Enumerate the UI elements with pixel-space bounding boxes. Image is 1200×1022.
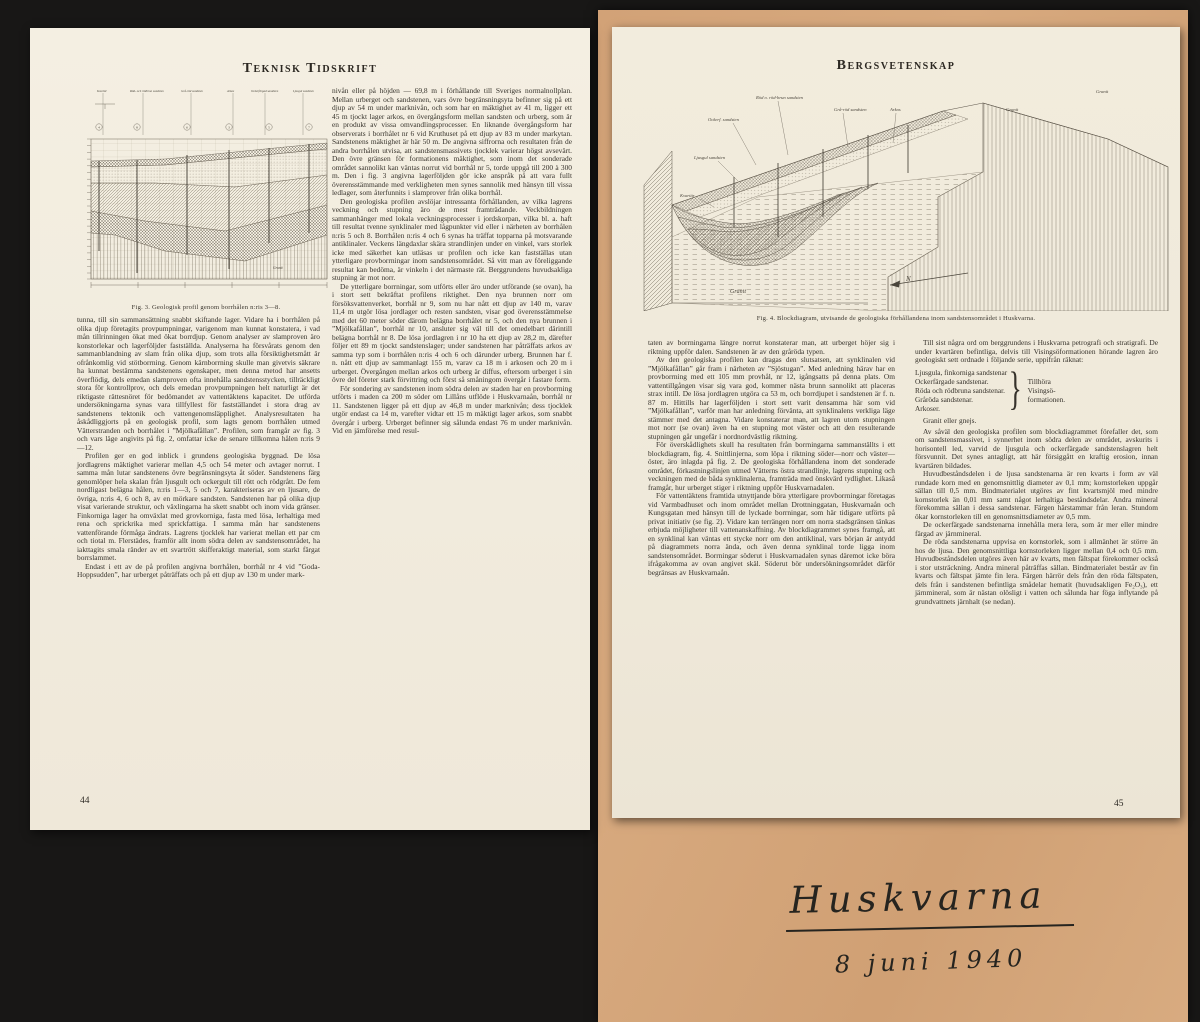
fig3-borehole-4: 4	[98, 125, 100, 130]
paragraph: Till sist några ord om berggrundens i Huskvarna petrografi och stratigrafi. De under kvartären befintliga, delvis till Visingsöformationen hörande lagren äro geologiskt sett ordnade i följande serie, uppifrån räknat:	[915, 338, 1158, 364]
figure-3-drawing	[75, 83, 337, 303]
fig3-borehole-7: 7	[308, 125, 310, 130]
fig3-label-arkos: Arkos	[227, 89, 235, 93]
paragraph: Huvudbeståndsdelen i de ljusa sandstenarna är ren kvarts i form av väl rundade korn med en genomsnittlig diameter av 0,1 mm; kornstorleken uppgår sällan till 0,5 mm. Bindmaterialet utgöres av fint kvartsmjöl med mindre kornstorlek än 0,01 mm samt något lerhaltiga beståndsdelar. Andra mineral förekomma sällan i dessa sandstenar. Färgen härstammar från leran. Stundom ökar kornstorleken till en genomsnittsdiameter av 0,5 mm.	[915, 469, 1158, 521]
fig3-layers	[91, 143, 327, 279]
series-note-line: Visingsö-	[1027, 385, 1056, 395]
fig4-left-granite-wall	[644, 151, 672, 311]
left-page	[30, 28, 590, 830]
paragraph: Profilen ger en god inblick i grundens geologiska byggnad. De lösa jordlagrens mäktighet varierar mellan 4,5 och 54 meter och avtager norrut. I samma mån lutar sandstenens övre begränsningsyta åt söder. Sandstenens färg genomlöper hela skalan från ljusgult och ockergult till rött och rödgrått. De fem nordligast belägna hålen, n:ris 1—3, 5 och 7, karakteriseras av en ljusare, de övriga, n:ris 4, 6 och 8, av en mörkare sandsten. Sandstenen har på olika djup visat varierande struktur, och växlingarna ha skett snabbt och inom vida gränser. Finkorniga lager ha omväxlat med grovkorniga, fasta med lösa, lerhaltiga med rena och sprickrika med sprickfattiga. I samma mån har sandstenens vattenförande förmåga ändrats. Lagrens tjocklek har varierat mellan ett par cm och tiotal m. Flerstädes, framför allt inom södra delen av sandstensområdet, ha iakttagits smala ränder av ett svartrött skifferaktigt material, som starkt färgat borrslammet.	[77, 451, 320, 562]
fig3-borehole-6: 6	[186, 125, 188, 130]
paragraph: nivån eller på höjden — 69,8 m i förhållande till Sveriges normalnollplan. Mellan urberget och sandstenen, vars övre begränsningsyta befinner sig på ett djup av 54 m under marknivån, och som har en mäktighet av 41 m, ligger ett 45 m tjockt lager arkos, en övergångsform mellan sandsten och urberg, som är en produkt av vissa omvandlingsprocesser. En liknande övergångsform har observerats i borrhålet nr 6 vid Kruthuset på ett djup av 83 m under markytan. Sandstenens mäktighet är här 50 m. De angivna siffrorna och resultaten från de andra borrhålen utvisa, att sandstensmassivets tjocklek varierar högst avsevärt. Den övre gränsen för formationens mäktighet, som inom det sonderade området sannolikt kan väntas norrut vid borrhål nr 5, torde uppgå till 200 à 300 m. Den i fig. 3 angivna lagerföljden gör icke anspråk på att vara fullt överensstämmande med verkligheten men synes sannolik med hänsyn till vissa ledlager, som återfunnits i slamprover från olika borrhål.	[332, 86, 572, 197]
stratigraphic-series	[915, 363, 1158, 415]
series-note-line: Tillhöra	[1027, 376, 1051, 386]
fig4-label-granit-bottom: Granit	[730, 289, 747, 295]
paragraph: De röda sandstenarna uppvisa en kornstorlek, som i allmänhet är större än hos de ljusa. Den genomsnittliga kornstorleken ligger mellan 0,4 och 0,5 mm. Huvudbeståndsdelen utgöres även här av kvarts, men fältspat förekommer också i stor utsträckning. Andra mineral påträffas sällan. Bindmaterialet består av fin kvarts och fältspat jämte fin lera. Färgen härrör dels från den röda fältspaten, dels från i sandstenen befintliga smådelar hematit (huvudsakligen Fe₂O₃), ett järnmineral, som är nästan olösligt i vatten och sålunda har föga inflytande på grundvattnets järnhalt (se nedan).	[915, 537, 1158, 606]
series-below-item: Granit eller gnejs.	[923, 415, 977, 425]
handwritten-date: 8 juni 1940	[834, 943, 1028, 979]
paragraph: Endast i ett av de på profilen angivna borrhålen, borrhål nr 4 vid ”Goda-Hoppsudden”, har urberget påträffats och på ett djup av 130 m under mark-	[77, 561, 320, 579]
figure-4-caption: Fig. 4. Blockdiagram, utvisande de geologiska förhållandena inom sandstensområdet i Huskvarna.	[756, 315, 1036, 322]
right-page-column-1	[648, 339, 895, 577]
paragraph: Av såväl den geologiska profilen som blockdiagrammet förefaller det, som om sandstensmassivet, i synnerhet inom södra delen av området, avskurits i horisontell led, varvid de ljusgula och ockerfärgade sandstenslagren helt försvunnit. Det synes antagligt, att här försiggått en kraftig erosion, innan kvartären bildades.	[915, 426, 1158, 470]
paragraph: Den geologiska profilen avslöjar intressanta förhållanden, av vilka lagrens veckning och stupning äro de mest framträdande. Veckbildningen sammanhänger med lokala veckningsprocesser i jordskorpan, vilka bl. a. haft till resultat tvenne synklinaler med lågpunkter vid eller i närheten av borrhålen n:ris 5 och 8. Borrhålen n:ris 4 och 6 synas ha träffat topparna på motsvarande antiklinaler. Veckens längdaxlar skära strandlinjen under en vinkel, vars storlek icke med säkerhet kan utläsas ur profilen och icke kan fastställas utan ytterligare provborrningar inom sandstensområdet. Så vitt man av föreliggande resultat kan bedöma, är vinkeln i det närmaste rät. Berggrundens huvudsakliga stupning är mot norr.	[332, 196, 572, 282]
series-item: Röda och rödbruna sandstenar.	[915, 385, 1005, 395]
fig3-label-rod-rodbrun: Röd- och rödbrun sandsten	[130, 89, 164, 93]
figure-3-labels	[95, 88, 314, 135]
figure-4-block-diagram	[638, 77, 1176, 311]
fig4-label-granit-top: Granit	[1096, 89, 1109, 94]
series-items	[915, 368, 1007, 413]
paragraph: taten av borrningarna längre norrut konstaterar man, att urberget höjer sig i riktning uppför dalen. Sandstenen är av den gråröda typen.	[648, 338, 895, 356]
right-col2-intro	[915, 339, 1158, 365]
series-item: Ljusgula, finkorniga sandstenar	[915, 367, 1008, 377]
series-note	[1028, 377, 1066, 404]
series-item: Arkoser.	[915, 403, 940, 413]
fig4-label-ljusgul: Ljusgul sandsten	[694, 155, 726, 160]
figure-3-geological-profile	[75, 83, 337, 303]
left-page-column-2	[332, 87, 572, 436]
fig3-label-kvartar: Kvartär	[97, 89, 107, 93]
paragraph: För sondering av sandstenen inom södra delen av staden har en provborrning utförts i maden ca 200 m söder om Lillåns utflöde i Huskvarnaån, borrhål nr 11. Sandstenen ligger på ett djup av 46,8 m under marknivån; dess tjocklek utgör endast ca 14 m, varefter vidtar ett 15 m mäktigt lager arkos, som snabbt övergår i urberg. Urberget befinner sig sålunda endast 76 m under marknivån. Vid en jämförelse med resul-	[332, 383, 573, 435]
fig3-granit-label: Granit	[273, 266, 283, 270]
paragraph: För överskådlighets skull ha resultaten från borrningarna sammanställts i ett blockdiagram, fig. 4. Snittlinjerna, som löpa i riktning söder—norr och väster—öster, äro inlagda på fig. 2. De geologiska förhållandena inom det sonderade området, förkastningslinjen utmed Vätterns östra strandlinje, lagrens stupning och veckningen med de båda synklinalerna, framträda med önskvärd tydlighet. Likaså framgår, hur urberget stiger i riktning uppför Huskvarnadalen.	[648, 440, 895, 492]
handwritten-note	[785, 873, 1075, 978]
fig4-label-grarod: Grå-röd sandsten	[834, 107, 867, 112]
paragraph: För vattentäktens framtida utnyttjande böra ytterligare provborrningar företagas vid Varmbadhuset och inom området mellan Drottninggatan, Huskvarnaån och Kungsgatan med hänsyn till de lyckade borrningar, som här tidigare utförts på privat initiativ (se fig. 2). Vidare kan terrängen norr om norra stadsgränsen tänkas erbjuda möjligheter till vattenanskaffning. Av blockdiagrammet synes framgå, att en synklinal kan väntas ett stycke norr om den antiklinal, vars början är antydd på diagrammets norra ända, och även denna synklinal torde ligga inom sandstensområdet. Borrningar söderut i Huskvarnadalen synas däremot icke böra ifrågakomma av ovan angivet skäl. Söderut bör undersökningsområdet därför begränsas av Huskvarnaån.	[648, 491, 895, 577]
left-page-column-1	[77, 316, 320, 580]
fig3-label-grarod: Grå-röd sandsten	[181, 89, 203, 93]
paragraph: De ockerfärgade sandstenarna innehålla mera lera, som är mer eller mindre färgad av järnmineral.	[915, 520, 1158, 538]
fig4-label-rod-rodbrun: Röd o. röd-brun sandsten	[756, 95, 803, 100]
fig3-label-ljusgul: Ljusgul sandsten	[293, 89, 314, 93]
right-col2-rest	[915, 428, 1158, 607]
right-page-header: Bergsvetenskap	[836, 58, 956, 73]
fig3-borehole-3: 3	[228, 125, 230, 130]
fig3-depth-scale	[87, 139, 91, 279]
right-page-number: 45	[1114, 799, 1124, 809]
figure-4-drawing	[638, 77, 1176, 311]
paragraph: tunna, till sin sammansättning snabbt skiftande lager. Vidare ha i borrhålen på olika djup företagits provpumpningar, varigenom man kunnat konstatera, i vad mån tillrinningen ökat med ökat borrdjup. Genom analyser av slamproven äro konstorlekar och lagerföljder fastställda. Analyserna ha försvårats genom den sammanblandning av slam från olika djup, som trots alla försiktighetsmått är ofrånkomlig vid stötborrning. Genom kärnborrning skulle man givetvis säkrare ha kunnat bestämma sandstenens egenskaper, men denna metod har ansetts överflödig, dels emedan slamproven ofta innehålla sandstensstycken, tillräckligt stora för kontrollprov, och dels emedan provpumpningen helt naturligt är det riktigaste rättesnöret för bedömandet av vattentäktens kapacitet. De utförda undersökningarna synas vara tillfyllest för fastställandet i stora drag av sandstenens tektonik och vattengenomsläpplighet. Analysresultaten ha åskådliggjorts på en geologisk profil, som lagts genom borrhålen utmed Vätterstranden och borrhålet i ”Mjölkafållan”. Profilen, som framgår av fig. 3 och vars läge angivits på fig. 2, omfattar icke de senare tillkomna hålen n:ris 9—12.	[77, 315, 320, 452]
series-brace-glyph: }	[1008, 363, 1022, 415]
left-page-header: Teknisk Tidskrift	[242, 61, 378, 76]
fig3-label-ockerfargad: Ockerfärgad sandsten	[251, 89, 279, 93]
fig4-label-arkos: Arkos	[890, 107, 901, 112]
handwritten-title: Huskvarna	[785, 873, 1074, 932]
fig4-label-ockerf: Ockerf. sandsten	[708, 117, 739, 122]
figure-3-caption: Fig. 3. Geologisk profil genom borrhålen n:ris 3—8.	[131, 304, 281, 311]
right-page	[612, 27, 1180, 818]
paragraph: Av den geologiska profilen kan dragas den slutsatsen, att synklinalen vid ”Mjölkafållan” går fram i närheten av ”Sjöstugan”. Med anledning härav har en provborrning med ett 105 mm provhål, nr 12, igångsatts på denna plats. Om vattentillgången visar sig vara god, kommer nästa brunn sannolikt att placeras strax intill. De lösa jordlagren utgöra ca 53 m, och borrdjupet i sandstenen är f. n. 87 m. Hittills har lagerföljden i stort sett varit densamma här som vid ”Mjölkafållan”, varför man har anledning förvänta, att synklinalens verkliga läge stämmer med det antagna. Vidare konstaterar man, att lagren utom stupningen mot norr (se ovan) även ha en stupning mot väster och att den resulterande stupningen går ungefär i nordnordvästlig riktning.	[648, 355, 895, 441]
left-page-number: 44	[80, 796, 90, 806]
fig3-borehole-5: 5	[268, 125, 270, 130]
fig3-borehole-8: 8	[136, 125, 138, 130]
fig4-label-kvartar: Kvartär	[680, 193, 695, 198]
series-item: Gråröda sandstenar.	[915, 394, 973, 404]
right-page-column-2	[915, 339, 1158, 606]
series-item: Ockerfärgade sandstenar.	[915, 376, 989, 386]
fig4-label-north: N	[906, 275, 911, 283]
fig3-borehole-numbers	[96, 124, 312, 130]
series-note-line: formationen.	[1027, 394, 1066, 404]
paragraph: De ytterligare borrningar, som utförts eller äro under utförande (se ovan), ha i stort sett bekräftat profilens riktighet. Den nya brunnen norr om försöksvattenverket, borrhål nr 9, som nu har nått ett djup av 140 m, varav 11,4 m utgör lösa jordlager och resten sandsten, visar god överensstämmelse med det 60 meter söder därom belägna borrhålet nr 5, och den nya brunnen i ”Mjölkafållan”, borrhål nr 10, ansluter sig väl till det omedelbart därintill belägna borrhål nr 8. De lösa jordlagren i nr 10 ha ett djup av 28,2 m, därefter följer ett 89 m tjockt sandstenslager; under sandstenen har påträffats arkos av samma typ som i borrhålen n:ris 4 och 6 och därunder urberg. Brunnen har f. n. nått ett djup av sammanlagt 155 m, varav ca 18 m i arkosen och 20 m i urberget. Övergången mellan arkos och urberg är diffus, eftersom urberget i sin övre del företer stark förvittring och först så småningom övergår i fastare form.	[332, 281, 572, 384]
fig3-x-axis	[91, 282, 327, 288]
fig4-label-granit-mid: Granit	[1006, 107, 1019, 112]
